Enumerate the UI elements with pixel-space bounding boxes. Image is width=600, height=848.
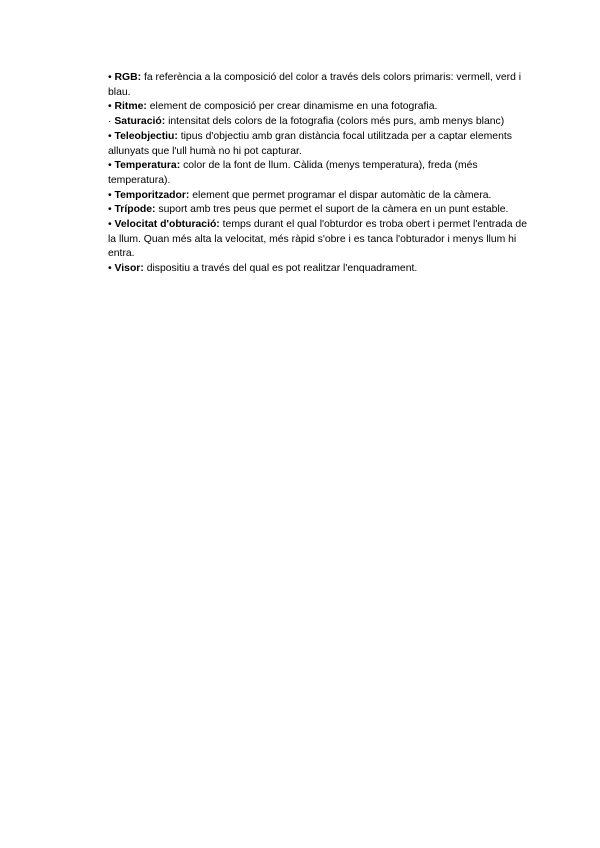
glossary-list <box>108 71 528 277</box>
entry-definition: fa referència a la composició del color a través dels colors primaris: vermell, verd i blau. <box>108 72 522 98</box>
glossary-entry-temperatura <box>108 159 528 188</box>
entry-bullet: • <box>108 72 112 83</box>
glossary-entry-ritme <box>108 100 528 115</box>
entry-definition: color de la font de llum. Càlida (menys temperatura), freda (més temperatura). <box>108 160 478 186</box>
entry-definition: tipus d'objectiu amb gran distància focal utilitzada per a captar elements allunyats que l'ull humà no hi pot capturar. <box>108 130 512 157</box>
glossary-entry-rgb <box>108 71 528 100</box>
entry-bullet: • <box>108 204 112 216</box>
entry-term: Visor: <box>114 263 144 275</box>
glossary-entry-visor <box>108 262 528 277</box>
glossary-entry-temporitzador <box>108 189 528 204</box>
entry-bullet: • <box>108 263 112 275</box>
entry-bullet: • <box>108 189 112 201</box>
entry-term: Trípode: <box>114 204 156 216</box>
glossary-entry-saturacio <box>108 115 528 130</box>
entry-definition: dispositiu a través del qual es pot realitzar l'enquadrament. <box>146 263 418 275</box>
glossary-entry-velocitat-obturacio <box>108 218 528 262</box>
entry-bullet: • <box>108 160 112 172</box>
entry-term: Velocitat d'obturació: <box>114 219 220 231</box>
entry-term: Temperatura: <box>114 160 181 172</box>
entry-definition: element que permet programar el dispar automàtic de la càmera. <box>192 189 492 201</box>
entry-bullet: • <box>108 219 112 231</box>
entry-term: RGB: <box>114 72 142 83</box>
entry-bullet: • <box>108 130 112 142</box>
glossary-entry-tripode <box>108 203 528 218</box>
entry-term: Teleobjectiu: <box>114 130 178 142</box>
entry-bullet: · <box>108 116 112 128</box>
entry-term: Temporitzador: <box>114 189 190 201</box>
entry-definition: element de composició per crear dinamisme en una fotografia. <box>149 101 438 113</box>
entry-term: Saturació: <box>114 116 166 128</box>
entry-bullet: • <box>108 101 112 113</box>
entry-definition: temps durant el qual l'obturdor es troba obert i permet l'entrada de la llum. Quan més alta la velocitat, més ràpid s'obre i es tanca l'obturador i menys llum hi entra. <box>108 219 527 260</box>
entry-term: Ritme: <box>114 101 147 113</box>
entry-definition: intensitat dels colors de la fotografia (colors més purs, amb menys blanc) <box>168 116 505 128</box>
entry-definition: suport amb tres peus que permet el suport de la càmera en un punt estable. <box>158 204 509 216</box>
glossary-entry-teleobjectiu <box>108 130 528 159</box>
